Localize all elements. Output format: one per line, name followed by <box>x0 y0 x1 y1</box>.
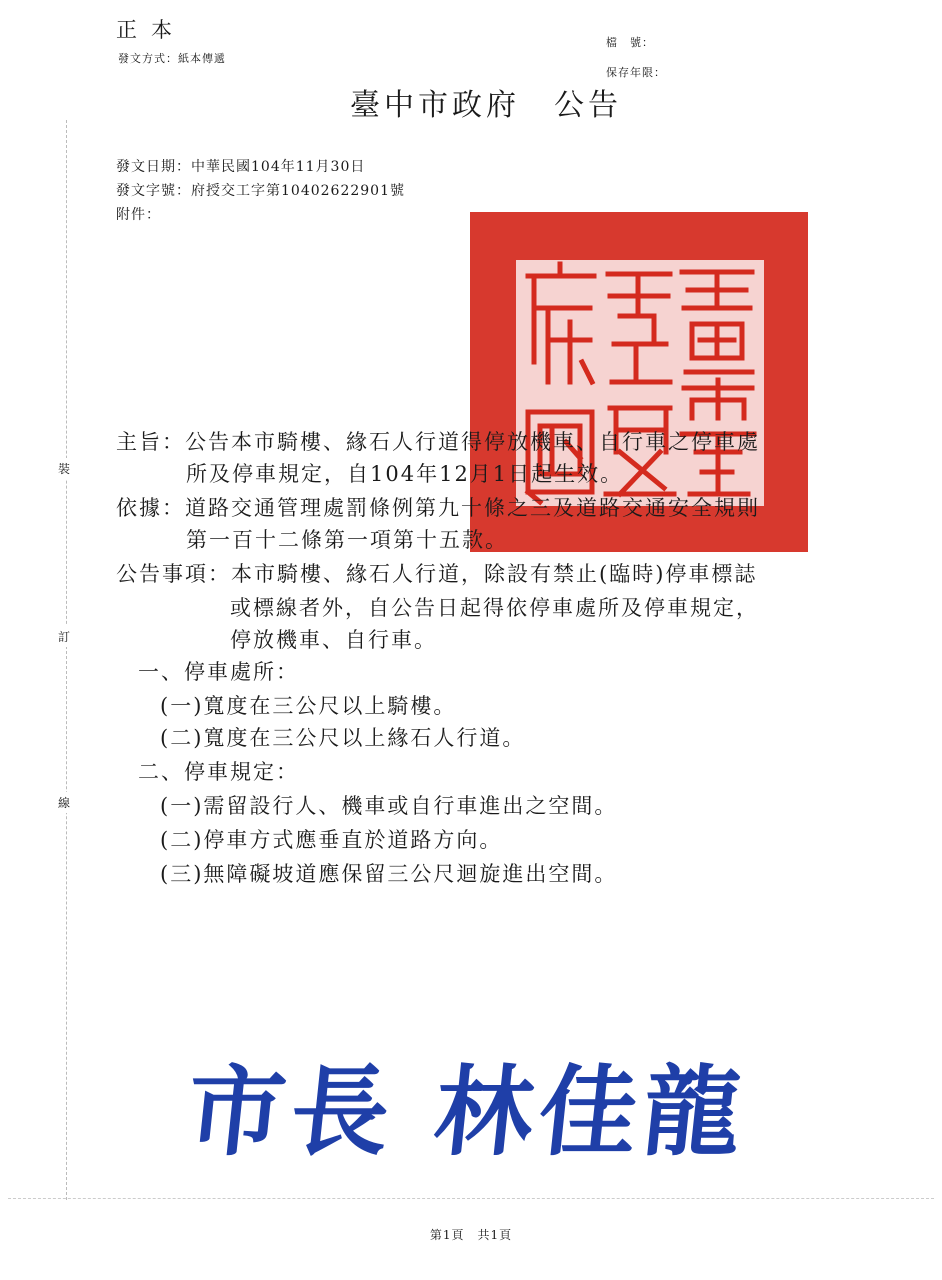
section-2-heading: 二、停車規定： <box>138 760 299 784</box>
binding-mark-ding: 訂 <box>58 626 70 647</box>
document-number: 發文字號：府授交工字第10402622901號 <box>116 183 405 199</box>
document-title: 臺中市政府 公告 <box>350 88 622 123</box>
signature-title: 市長 <box>181 1055 402 1170</box>
basis-line-2: 第一百十二條第一項第十五款。 <box>186 528 508 552</box>
basis-line-1: 依據：道路交通管理處罰條例第九十條之三及道路交通安全規則 <box>116 496 760 520</box>
issue-date: 發文日期：中華民國104年11月30日 <box>116 159 366 175</box>
section-2-item-b: (二)停車方式應垂直於道路方向。 <box>160 828 503 852</box>
page-number: 第1頁 共1頁 <box>429 1228 513 1242</box>
binding-mark-xian: 線 <box>58 792 70 813</box>
send-method: 發文方式：紙本傳遞 <box>118 52 226 65</box>
binding-mark-zhuang: 裝 <box>58 458 70 479</box>
notice-line-3: 停放機車、自行車。 <box>230 628 437 652</box>
section-2-item-a: (一)需留設行人、機車或自行車進出之空間。 <box>160 794 618 818</box>
file-number-label: 檔 號： <box>606 36 654 49</box>
attachment-label: 附件： <box>116 207 161 223</box>
footer-divider <box>8 1198 934 1199</box>
subject-line-1: 主旨：公告本市騎樓、緣石人行道得停放機車、自行車之停車處 <box>116 430 760 454</box>
binding-line <box>66 120 67 1200</box>
section-1-item-a: (一)寬度在三公尺以上騎樓。 <box>160 694 457 718</box>
notice-line-2: 或標線者外，自公告日起得依停車處所及停車規定， <box>230 596 759 620</box>
section-2-item-c: (三)無障礙坡道應保留三公尺迴旋進出空間。 <box>160 862 618 886</box>
section-1-item-b: (二)寬度在三公尺以上緣石人行道。 <box>160 726 526 750</box>
notice-line-1: 公告事項：本市騎樓、緣石人行道，除設有禁止(臨時)停車標誌 <box>116 562 758 586</box>
signature-name: 林佳龍 <box>429 1055 754 1170</box>
section-1-heading: 一、停車處所： <box>138 660 299 684</box>
mayor-signature <box>181 1034 756 1175</box>
subject-line-2: 所及停車規定，自104年12月1日起生效。 <box>186 462 624 486</box>
copy-label: 正本 <box>116 18 186 42</box>
retention-label: 保存年限： <box>606 66 666 79</box>
